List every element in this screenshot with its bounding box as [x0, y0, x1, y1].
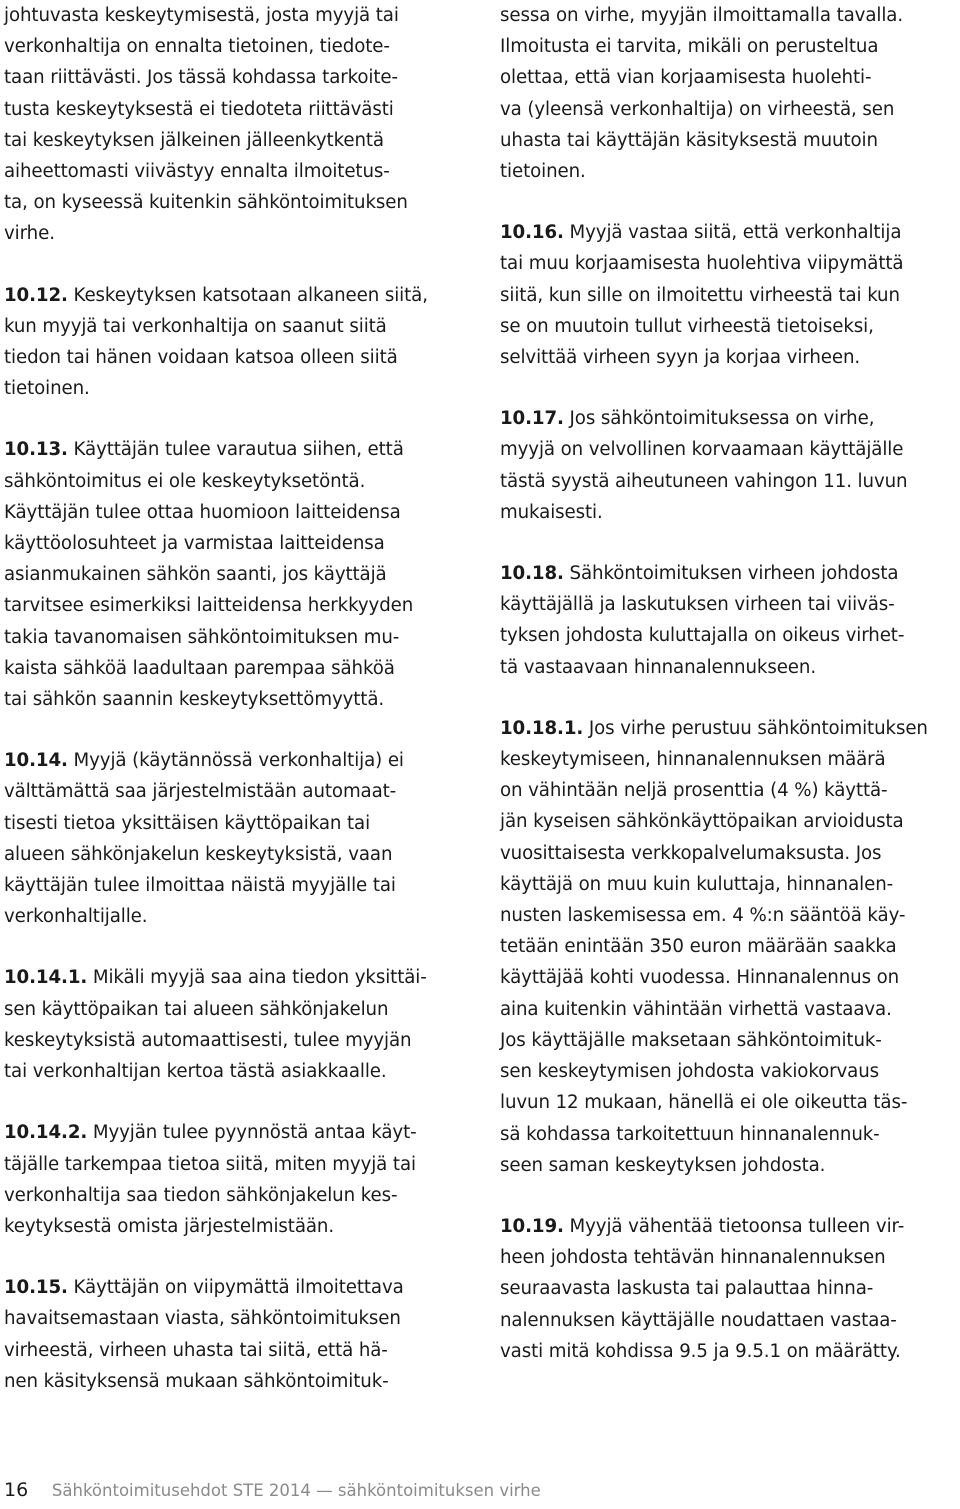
paragraph-line: uhasta tai käyttäjän käsityksestä muutoin — [500, 129, 878, 151]
paragraph-line: havaitsemastaan viasta, sähköntoimituksen — [4, 1308, 401, 1330]
paragraph-line: myyjä on velvollinen korvaamaan käyttäjälle — [500, 439, 904, 461]
section-paragraph — [500, 0, 958, 187]
section-number: 10.14. — [4, 750, 68, 772]
paragraph-line: tyksen johdosta kuluttajalla on oikeus virhet- — [500, 625, 905, 647]
section-number: 10.12. — [4, 284, 68, 306]
paragraph-line: tietoinen. — [4, 378, 90, 400]
paragraph-line: siitä, kun sille on ilmoitettu virheestä tai kun — [500, 284, 900, 306]
paragraph-line: tästä syystä aiheutuneen vahingon 11. luvun — [500, 470, 908, 492]
paragraph-line: asianmukainen sähkön saanti, jos käyttäjä — [4, 564, 387, 586]
right-column — [500, 0, 958, 1367]
paragraph-line: se on muutoin tullut virheestä tietoiseksi, — [500, 315, 874, 337]
section-paragraph — [4, 280, 466, 405]
paragraph-line: käyttöolosuhteet ja varmistaa laitteidensa — [4, 533, 385, 555]
paragraph-line: alueen sähkönjakelun keskeytyksistä, vaan — [4, 843, 393, 865]
paragraph-line: nalennuksen käyttäjälle noudattaen vastaa- — [500, 1309, 897, 1331]
section-paragraph — [4, 962, 466, 1087]
paragraph-line: verkonhaltija on ennalta tietoinen, tiedote- — [4, 36, 390, 58]
paragraph-line: jän kyseisen sähkönkäyttöpaikan arvioidusta — [500, 811, 904, 833]
section-paragraph — [4, 1117, 466, 1242]
paragraph-line: keytyksestä omista järjestelmistään. — [4, 1215, 335, 1237]
paragraph-line: vuosittaisesta verkkopalvelumaksusta. Jos — [500, 842, 882, 864]
section-paragraph — [4, 1272, 466, 1397]
paragraph-line: välttämättä saa järjestelmistään automaat- — [4, 781, 397, 803]
section-number: 10.17. — [500, 408, 564, 430]
section-number: 10.14.1. — [4, 967, 88, 989]
paragraph-line: Jos sähköntoimituksessa on virhe, — [563, 408, 875, 430]
paragraph-line: aiheettomasti viivästyy ennalta ilmoitetus- — [4, 161, 390, 183]
paragraph-line: käyttäjä on muu kuin kuluttaja, hinnanalen- — [500, 873, 894, 895]
section-number: 10.18.1. — [500, 717, 584, 739]
page-number: 16 — [4, 1479, 29, 1501]
paragraph-line: Mikäli myyjä saa aina tiedon yksittäi- — [87, 967, 427, 989]
paragraph-line: Myyjä vastaa siitä, että verkonhaltija — [563, 222, 902, 244]
section-number: 10.14.2. — [4, 1122, 88, 1144]
section-paragraph — [500, 403, 958, 528]
paragraph-line: tietoinen. — [500, 161, 586, 183]
paragraph-line: heen johdosta tehtävän hinnanalennuksen — [500, 1247, 886, 1269]
paragraph-line: tai muu korjaamisesta huolehtiva viipymättä — [500, 253, 904, 275]
paragraph-line: käyttäjän tulee ilmoittaa näistä myyjälle tai — [4, 875, 396, 897]
paragraph-line: va (yleensä verkonhaltija) on virheestä, sen — [500, 98, 895, 120]
paragraph-line: nusten laskemisessa em. 4 %:n sääntöä käy- — [500, 905, 906, 927]
section-paragraph — [500, 1211, 958, 1367]
paragraph-line: sen käyttöpaikan tai alueen sähkönjakelun — [4, 998, 389, 1020]
paragraph-line: johtuvasta keskeytymisestä, josta myyjä tai — [4, 5, 399, 26]
paragraph-line: olettaa, että vian korjaamisesta huolehti- — [500, 67, 872, 89]
paragraph-line: Käyttäjän tulee ottaa huomioon laitteidensa — [4, 501, 401, 523]
paragraph-line: tai verkonhaltijan kertoa tästä asiakkaalle. — [4, 1061, 387, 1083]
section-number: 10.19. — [500, 1215, 564, 1237]
paragraph-line: tetään enintään 350 euron määrään saakka — [500, 936, 897, 958]
section-number: 10.13. — [4, 439, 68, 461]
paragraph-line: sen keskeytymisen johdosta vakiokorvaus — [500, 1061, 880, 1083]
paragraph-line: kun myyjä tai verkonhaltija on saanut siitä — [4, 315, 387, 337]
paragraph-line: keskeytyksistä automaattisesti, tulee myyjän — [4, 1029, 412, 1051]
section-number: 10.16. — [500, 222, 564, 244]
paragraph-line: luvun 12 mukaan, hänellä ei ole oikeutta täs- — [500, 1092, 908, 1114]
page-footer — [4, 1478, 541, 1503]
paragraph-line: selvittää virheen syyn ja korjaa virheen. — [500, 347, 861, 369]
paragraph-line: Jos virhe perustuu sähköntoimituksen — [583, 717, 928, 739]
paragraph-line: Keskeytyksen katsotaan alkaneen siitä, — [67, 284, 428, 306]
paragraph-line: vasti mitä kohdissa 9.5 ja 9.5.1 on määrätty. — [500, 1340, 901, 1362]
paragraph-line: keskeytymiseen, hinnanalennuksen määrä — [500, 749, 886, 771]
paragraph-line: aina kuitenkin vähintään virhettä vastaava. — [500, 998, 892, 1020]
paragraph-line: takia tavanomaisen sähköntoimituksen mu- — [4, 626, 400, 648]
section-paragraph — [4, 745, 466, 932]
paragraph-line: kaista sähköä laadultaan parempaa sähköä — [4, 657, 395, 679]
paragraph-line: tai sähkön saannin keskeytyksettömyyttä. — [4, 689, 385, 711]
paragraph-line: Käyttäjän tulee varautua siihen, että — [67, 439, 404, 461]
paragraph-line: seen saman keskeytyksen johdosta. — [500, 1154, 826, 1176]
footer-title: Sähköntoimitusehdot STE 2014 — sähköntoimituksen virhe — [51, 1481, 541, 1500]
paragraph-line: käyttäjää kohti vuodessa. Hinnanalennus on — [500, 967, 900, 989]
paragraph-line: Myyjän tulee pyynnöstä antaa käyt- — [87, 1122, 417, 1144]
paragraph-line: mukaisesti. — [500, 501, 603, 523]
left-column — [4, 0, 466, 1397]
paragraph-line: sähköntoimitus ei ole keskeytyksetöntä. — [4, 470, 366, 492]
paragraph-line: Sähköntoimituksen virheen johdosta — [563, 563, 899, 585]
paragraph-line: seuraavasta laskusta tai palauttaa hinna- — [500, 1278, 874, 1300]
paragraph-line: virheestä, virheen uhasta tai siitä, että hä- — [4, 1339, 388, 1361]
section-paragraph — [500, 217, 958, 373]
paragraph-line: verkonhaltijalle. — [4, 906, 148, 928]
section-number: 10.15. — [4, 1277, 68, 1299]
paragraph-line: Myyjä vähentää tietoonsa tulleen vir- — [563, 1215, 905, 1237]
paragraph-line: sessa on virhe, myyjän ilmoittamalla tavalla. — [500, 5, 904, 26]
paragraph-line: täjälle tarkempaa tietoa siitä, miten myyjä tai — [4, 1153, 416, 1175]
paragraph-line: tiedon tai hänen voidaan katsoa olleen siitä — [4, 347, 398, 369]
paragraph-line: tä vastaavaan hinnanalennukseen. — [500, 656, 816, 678]
paragraph-line: tai keskeytyksen jälkeinen jälleenkytkentä — [4, 129, 384, 151]
paragraph-line: nen käsityksensä mukaan sähköntoimituk- — [4, 1370, 389, 1392]
paragraph-line: verkonhaltija saa tiedon sähkönjakelun kes- — [4, 1184, 398, 1206]
paragraph-line: ta, on kyseessä kuitenkin sähköntoimituksen — [4, 192, 408, 214]
section-paragraph — [4, 434, 466, 715]
paragraph-line: on vähintään neljä prosenttia (4 %) käyttä- — [500, 780, 888, 802]
paragraph-line: sä kohdassa tarkoitettuun hinnanalennuk- — [500, 1123, 880, 1145]
section-paragraph — [500, 558, 958, 683]
paragraph-line: taan riittävästi. Jos tässä kohdassa tarkoite- — [4, 67, 398, 89]
paragraph-line: tarvitsee esimerkiksi laitteidensa herkkyyden — [4, 595, 414, 617]
paragraph-line: Ilmoitusta ei tarvita, mikäli on perusteltua — [500, 36, 879, 58]
paragraph-line: Käyttäjän on viipymättä ilmoitettava — [67, 1277, 404, 1299]
paragraph-line: käyttäjällä ja laskutuksen virheen tai viiväs- — [500, 594, 895, 616]
paragraph-line: virhe. — [4, 223, 55, 245]
paragraph-line: Myyjä (käytännössä verkonhaltija) ei — [67, 750, 404, 772]
section-number: 10.18. — [500, 563, 564, 585]
paragraph-line: tusta keskeytyksestä ei tiedoteta riittävästi — [4, 98, 394, 120]
paragraph-line: Jos käyttäjälle maksetaan sähköntoimituk- — [500, 1029, 882, 1051]
section-paragraph — [4, 0, 466, 250]
paragraph-line: tisesti tietoa yksittäisen käyttöpaikan tai — [4, 812, 371, 834]
section-paragraph — [500, 713, 958, 1181]
